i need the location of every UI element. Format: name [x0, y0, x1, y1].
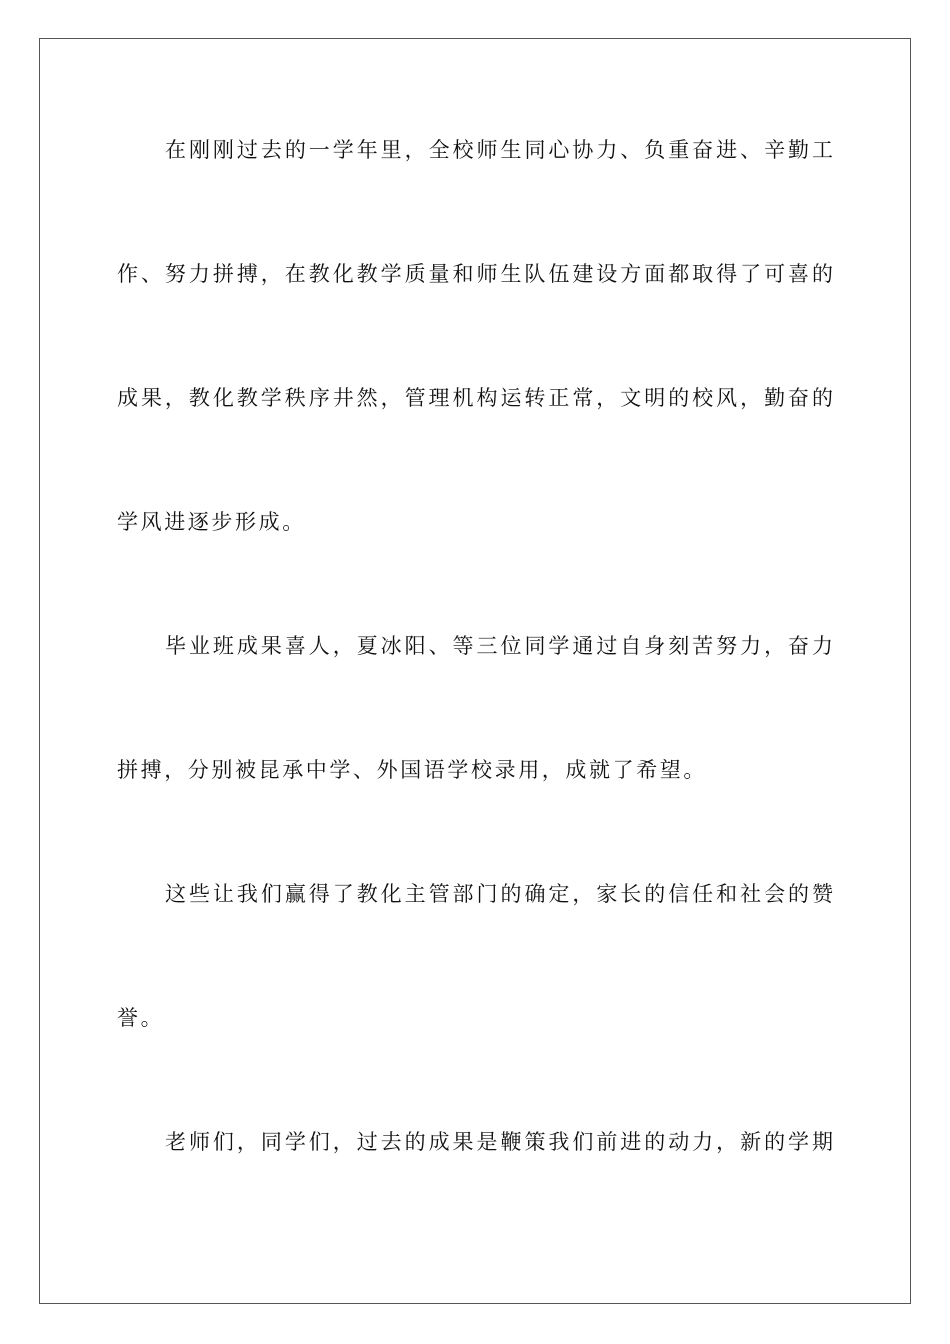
paragraph-2-line-1: 毕业班成果喜人，夏冰阳、等三位同学通过自身刻苦努力，奋力 [165, 634, 833, 658]
paragraph-1-line-2: 作、努力拼搏，在教化教学质量和师生队伍建设方面都取得了可喜的 [117, 262, 833, 286]
page-frame [39, 38, 911, 1304]
paragraph-3-line-1: 这些让我们赢得了教化主管部门的确定，家长的信任和社会的赞 [165, 882, 833, 906]
paragraph-2-line-2: 拼搏，分别被昆承中学、外国语学校录用，成就了希望。 [117, 758, 707, 782]
paragraph-1-line-3: 成果，教化教学秩序井然，管理机构运转正常，文明的校风，勤奋的 [117, 386, 833, 410]
paragraph-3-line-2: 誉。 [117, 1006, 165, 1030]
paragraph-4-line-1: 老师们，同学们，过去的成果是鞭策我们前进的动力，新的学期 [165, 1130, 833, 1154]
paragraph-1-line-4: 学风进逐步形成。 [117, 510, 306, 534]
paragraph-1-line-1: 在刚刚过去的一学年里，全校师生同心协力、负重奋进、辛勤工 [165, 138, 833, 162]
